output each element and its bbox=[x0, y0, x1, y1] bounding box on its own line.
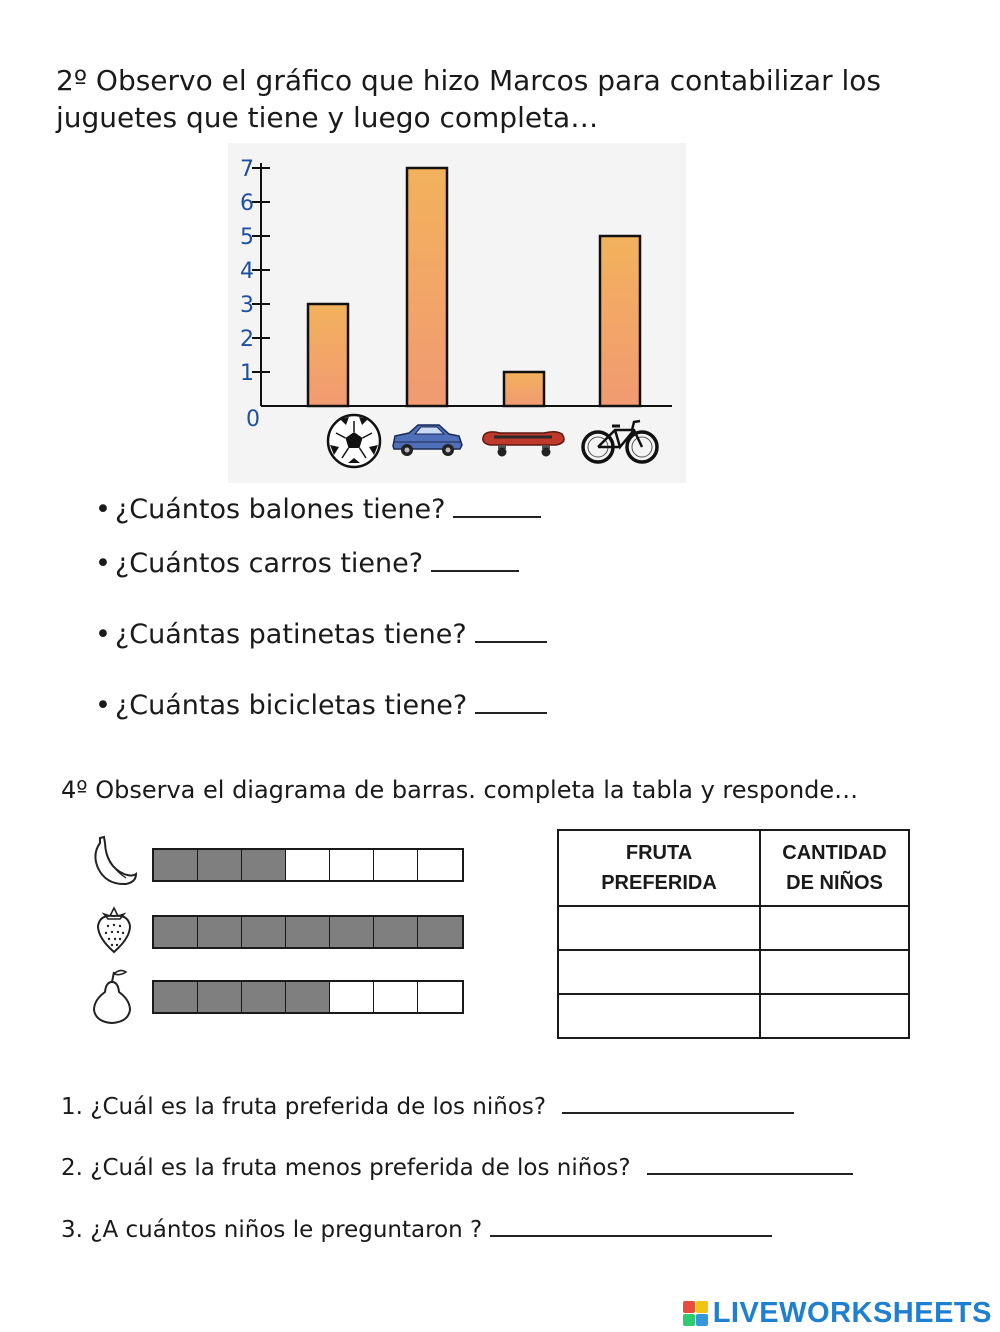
y-tick-label: 7 bbox=[240, 157, 254, 182]
section-4-heading: 4º Observa el diagrama de barras. completa la tabla y responde… bbox=[61, 776, 859, 804]
header-line: PREFERIDA bbox=[601, 872, 717, 894]
question-carros bbox=[95, 548, 519, 579]
table-row bbox=[558, 906, 909, 950]
y-tick-label: 6 bbox=[240, 191, 254, 216]
section-2-heading: 2º Observo el gráfico que hizo Marcos para contabilizar los juguetes que tiene y luego completa… bbox=[56, 64, 881, 134]
bar-cell-filled bbox=[154, 850, 198, 880]
fruit-bar-strawberry bbox=[152, 915, 464, 949]
bar-cell-filled bbox=[242, 982, 286, 1012]
bullet: • bbox=[95, 548, 111, 579]
question-balones bbox=[95, 494, 541, 525]
table-row bbox=[558, 994, 909, 1038]
y-tick-label: 2 bbox=[240, 327, 254, 352]
y-tick-label: 1 bbox=[240, 361, 254, 386]
bicycle-icon bbox=[583, 421, 657, 462]
liveworksheets-logo bbox=[683, 1297, 992, 1330]
fruit-bar-banana bbox=[152, 848, 464, 882]
table-row bbox=[558, 950, 909, 994]
bar-cell-filled bbox=[198, 850, 242, 880]
bar-cell-filled bbox=[374, 917, 418, 947]
bar-cell-filled bbox=[154, 917, 198, 947]
fruit-table bbox=[557, 829, 910, 1039]
pear-icon bbox=[86, 966, 138, 1026]
bar-balón bbox=[308, 304, 348, 406]
bullet: • bbox=[95, 690, 111, 721]
bar-cell-empty bbox=[330, 850, 374, 880]
header-line: DE NIÑOS bbox=[786, 872, 883, 894]
bar-cell-empty bbox=[286, 850, 330, 880]
table-cell-count[interactable] bbox=[760, 906, 909, 950]
bar-cell-filled bbox=[286, 917, 330, 947]
answer-blank-2[interactable] bbox=[647, 1151, 853, 1175]
fruit-question-2 bbox=[61, 1151, 853, 1181]
header-fruta-preferida bbox=[558, 830, 760, 906]
answer-blank-patinetas[interactable] bbox=[475, 619, 547, 643]
y-tick-label: 5 bbox=[240, 225, 254, 250]
table-header-row bbox=[558, 830, 909, 906]
fruit-bar-pear bbox=[152, 980, 464, 1014]
fruit-question-1 bbox=[61, 1090, 794, 1120]
table-cell-fruit[interactable] bbox=[558, 994, 760, 1038]
bullet: • bbox=[95, 619, 111, 650]
bar-cell-filled bbox=[198, 917, 242, 947]
toys-bar-chart bbox=[228, 143, 686, 483]
table-cell-fruit[interactable] bbox=[558, 950, 760, 994]
bar-patineta bbox=[504, 372, 544, 406]
strawberry-icon bbox=[88, 902, 140, 954]
bar-carro bbox=[407, 168, 447, 406]
question-text: ¿Cuántas patinetas tiene? bbox=[114, 619, 467, 650]
question-text: 3. ¿A cuántos niños le preguntaron ? bbox=[61, 1217, 483, 1243]
answer-blank-3[interactable] bbox=[490, 1213, 772, 1237]
logo-text: LIVEWORKSHEETS bbox=[712, 1297, 992, 1329]
question-patinetas bbox=[95, 619, 547, 650]
logo-mark-icon bbox=[683, 1301, 708, 1326]
question-text: 2. ¿Cuál es la fruta menos preferida de los niños? bbox=[61, 1155, 631, 1181]
toys-chart-svg bbox=[228, 143, 686, 483]
header-line: FRUTA bbox=[625, 842, 693, 864]
y-tick-label: 3 bbox=[240, 293, 254, 318]
bar-cell-empty bbox=[374, 850, 418, 880]
header-line: CANTIDAD bbox=[782, 842, 887, 864]
table-cell-fruit[interactable] bbox=[558, 906, 760, 950]
y-tick-label: 4 bbox=[240, 259, 254, 284]
bar-cell-filled bbox=[242, 850, 286, 880]
y-tick-label: 0 bbox=[246, 407, 260, 432]
bar-cell-filled bbox=[418, 917, 462, 947]
bar-cell-empty bbox=[418, 850, 462, 880]
fruit-question-3 bbox=[61, 1213, 772, 1243]
answer-blank-carros[interactable] bbox=[431, 548, 519, 572]
bar-bicicleta bbox=[600, 236, 640, 406]
bar-cell-empty bbox=[330, 982, 374, 1012]
bar-cell-empty bbox=[374, 982, 418, 1012]
question-text: ¿Cuántos balones tiene? bbox=[114, 494, 446, 525]
question-text: ¿Cuántos carros tiene? bbox=[114, 548, 424, 579]
question-bicicletas bbox=[95, 690, 547, 721]
header-cantidad-ninos bbox=[760, 830, 909, 906]
bar-cell-filled bbox=[154, 982, 198, 1012]
bar-cell-empty bbox=[418, 982, 462, 1012]
answer-blank-bicicletas[interactable] bbox=[475, 690, 547, 714]
bar-cell-filled bbox=[198, 982, 242, 1012]
skateboard-icon bbox=[483, 432, 564, 457]
soccer-ball-icon bbox=[328, 415, 380, 467]
question-text: ¿Cuántas bicicletas tiene? bbox=[114, 690, 468, 721]
car-icon bbox=[393, 425, 462, 456]
bar-cell-filled bbox=[330, 917, 374, 947]
table-cell-count[interactable] bbox=[760, 994, 909, 1038]
table-cell-count[interactable] bbox=[760, 950, 909, 994]
bar-cell-filled bbox=[242, 917, 286, 947]
answer-blank-1[interactable] bbox=[562, 1090, 794, 1114]
bar-cell-filled bbox=[286, 982, 330, 1012]
bullet: • bbox=[95, 494, 111, 525]
answer-blank-balones[interactable] bbox=[453, 494, 541, 518]
question-text: 1. ¿Cuál es la fruta preferida de los niños? bbox=[61, 1094, 547, 1120]
banana-icon bbox=[88, 834, 140, 886]
